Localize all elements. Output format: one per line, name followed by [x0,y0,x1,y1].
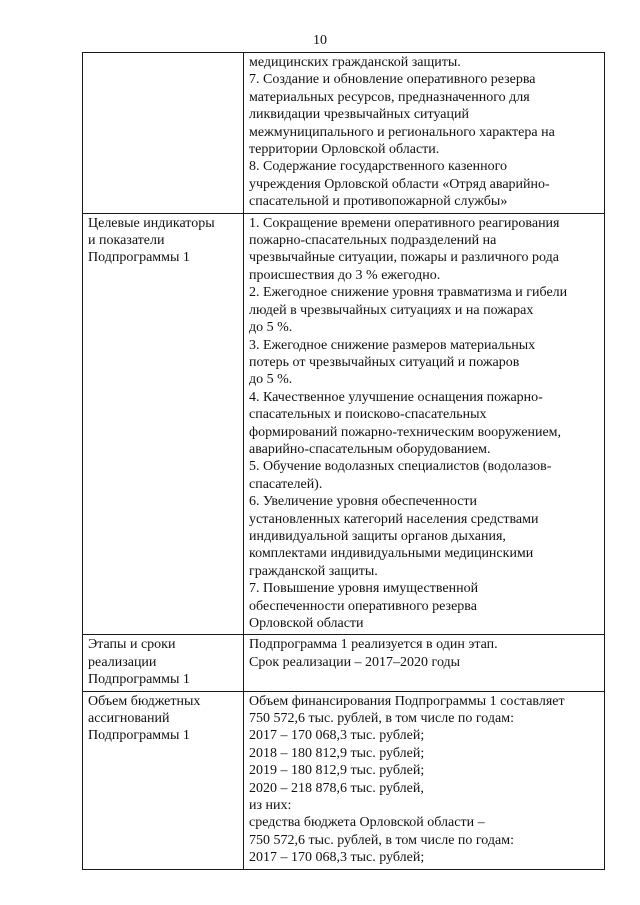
row-target-indicators [83,213,605,635]
content-cell [244,635,605,691]
content-line: 7. Повышение уровня имущественной [249,581,479,597]
label-line: Целевые индикаторы [88,215,215,231]
content-line: Объем финансирования Подпрограммы 1 составляет [249,693,565,709]
label-line: реализации [88,654,157,670]
content-line: людей в чрезвычайных ситуациях и на пожарах [249,302,534,318]
content-line: материальных ресурсов, предназначенного для [249,89,530,105]
content-line: медицинских гражданской защиты. [249,55,461,70]
label-line: Этапы и сроки [88,637,176,653]
content-line: 2020 – 218 878,6 тыс. рублей, [249,780,424,796]
content-line: комплектами индивидуальными медицинскими [249,546,534,562]
content-line: аварийно-спасательным оборудованием. [249,441,491,457]
content-cell [244,53,605,214]
row-budget-allocations [83,691,605,869]
content-line: 2017 – 170 068,3 тыс. рублей; [249,850,425,866]
content-line: межмуниципального и регионального характера на [249,124,555,140]
content-line: потерь от чрезвычайных ситуаций и пожаров [249,354,520,370]
content-line: 4. Качественное улучшение оснащения пожарно- [249,389,543,405]
label-cell [83,635,244,691]
label-line: Подпрограммы 1 [88,728,190,744]
content-line: 2. Ежегодное снижение уровня травматизма и гибели [249,285,568,301]
content-line: установленных категорий населения средствами [249,511,539,527]
content-line: из них: [249,798,292,814]
label-cell [83,213,244,635]
content-line: Орловской области [249,616,364,631]
content-line: 8. Содержание государственного казенного [249,159,507,175]
content-line: происшествия до 3 % ежегодно. [249,267,441,283]
content-line: обеспеченности оперативного резерва [249,598,477,614]
content-line: индивидуальной защиты органов дыхания, [249,528,506,544]
content-line: чрезвычайные ситуации, пожары и различного рода [249,250,559,266]
label-line: Подпрограммы 1 [88,672,190,688]
content-line: ликвидации чрезвычайных ситуаций [249,107,469,123]
content-line: гражданской защиты. [249,563,378,579]
content-line: формирований пожарно-техническим вооружением, [249,424,562,440]
content-line: учреждения Орловской области «Отряд аварийно- [249,176,550,192]
content-line: спасательных и поисково-спасательных [249,407,487,423]
label-line: ассигнований [88,711,170,727]
content-line: 750 572,6 тыс. рублей, в том числе по годам: [249,711,514,727]
content-line: спасательной и противопожарной службы» [249,194,508,210]
page-number: 10 [313,33,327,48]
content-line: 2018 – 180 812,9 тыс. рублей; [249,745,425,761]
label-cell [83,53,244,214]
content-line: 750 572,6 тыс. рублей, в том числе по годам: [249,832,514,848]
label-line: Подпрограммы 1 [88,250,190,266]
content-line: Срок реализации – 2017–2020 годы [249,654,461,670]
row-activities-continued [83,53,605,214]
label-line: и показатели [88,233,165,249]
subprogram-passport-table [82,52,605,870]
row-stages-and-terms [83,635,605,691]
content-line: территории Орловской области. [249,142,440,158]
content-cell [244,691,605,869]
content-line: до 5 %. [249,372,293,388]
label-cell [83,691,244,869]
content-line: 7. Создание и обновление оперативного резерва [249,72,536,88]
content-line: спасателей). [249,476,323,492]
content-line: 3. Ежегодное снижение размеров материальных [249,337,536,353]
label-line: Объем бюджетных [88,693,201,709]
content-line: 2017 – 170 068,3 тыс. рублей; [249,728,425,744]
content-line: средства бюджета Орловской области – [249,815,485,831]
content-line: пожарно-спасательных подразделений на [249,233,497,249]
content-line: 2019 – 180 812,9 тыс. рублей; [249,763,425,779]
content-line: 1. Сокращение времени оперативного реагирования [249,215,560,231]
content-line: 6. Увеличение уровня обеспеченности [249,494,478,510]
content-cell [244,213,605,635]
content-line: до 5 %. [249,320,293,336]
content-line: 5. Обучение водолазных специалистов (водолазов- [249,459,552,475]
content-line: Подпрограмма 1 реализуется в один этап. [249,637,498,653]
